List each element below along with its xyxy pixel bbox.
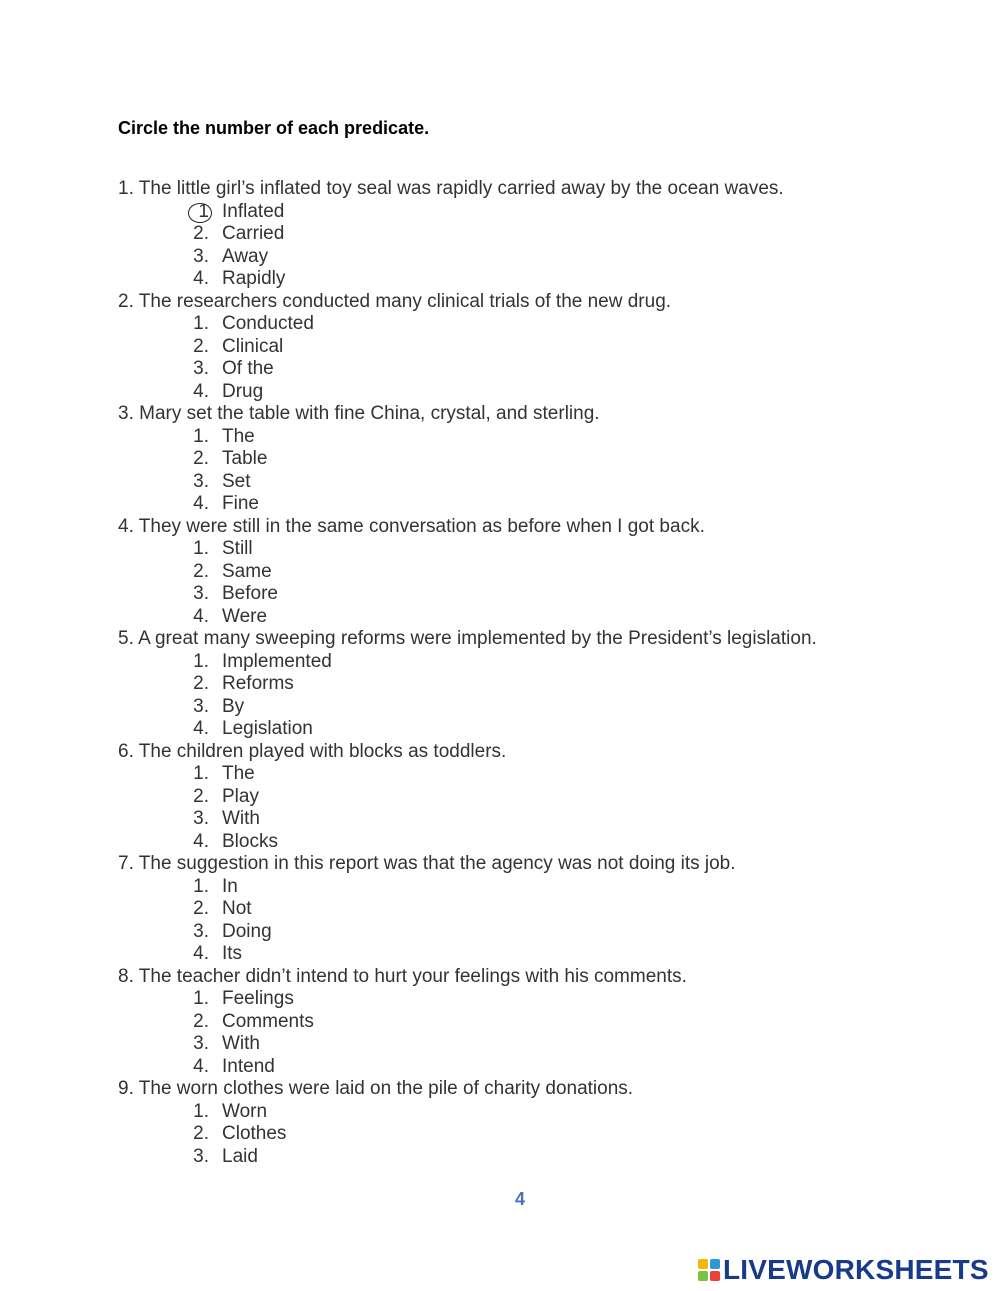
option-label: With: [222, 1033, 260, 1054]
question-text: 6. The children played with blocks as toddlers.: [118, 740, 507, 762]
answer-option[interactable]: [118, 358, 978, 381]
option-number: 2.: [193, 560, 209, 582]
answer-option[interactable]: [118, 471, 978, 494]
answer-option[interactable]: [118, 718, 978, 741]
question-text: 8. The teacher didn’t intend to hurt your feelings with his comments.: [118, 965, 687, 987]
option-number: 3.: [193, 695, 209, 717]
option-label: Away: [222, 245, 269, 267]
answer-option[interactable]: [118, 246, 978, 269]
option-label: Legislation: [222, 718, 313, 739]
option-label: Reforms: [222, 673, 294, 694]
answer-option[interactable]: [118, 696, 978, 719]
option-label: Rapidly: [222, 268, 286, 289]
option-label: Clinical: [222, 335, 284, 357]
page-title: Circle the number of each predicate.: [118, 118, 430, 138]
answer-option[interactable]: [118, 786, 978, 809]
logo-tile-icon: [698, 1259, 708, 1269]
answer-option[interactable]: [118, 313, 978, 336]
option-number: 1.: [193, 425, 209, 447]
option-number: 4.: [193, 830, 209, 852]
option-number: 3.: [193, 1145, 209, 1167]
answer-option-list: [118, 876, 978, 966]
option-label: Same: [222, 560, 272, 582]
option-label: The: [222, 425, 255, 447]
option-label: Set: [222, 470, 251, 492]
option-label: Were: [222, 605, 268, 627]
option-number: 2.: [193, 785, 209, 807]
question-item: [118, 178, 978, 291]
option-number: 3.: [193, 1033, 209, 1054]
question-item: [118, 1078, 978, 1168]
answer-option[interactable]: [118, 1146, 978, 1169]
answer-option[interactable]: [118, 1011, 978, 1034]
option-number: 4.: [193, 380, 209, 402]
option-label: Conducted: [222, 313, 314, 334]
question-text: 9. The worn clothes were laid on the pile of charity donations.: [118, 1078, 634, 1099]
question-item: [118, 853, 978, 966]
logo-tile-icon: [710, 1271, 720, 1281]
answer-option[interactable]: [118, 651, 978, 674]
answer-option[interactable]: [118, 336, 978, 359]
liveworksheets-logo-icon: [698, 1259, 720, 1281]
option-number: 2.: [193, 1123, 209, 1144]
option-label: Implemented: [222, 650, 332, 672]
option-number: 3.: [193, 583, 209, 604]
option-label: Comments: [222, 1010, 314, 1032]
page-number: 4: [514, 1189, 525, 1209]
option-number: 2.: [193, 335, 209, 357]
option-label: By: [222, 695, 245, 717]
question-item: [118, 403, 978, 516]
option-label: Intend: [222, 1055, 275, 1077]
option-number: 1.: [193, 1100, 209, 1122]
answer-option[interactable]: [118, 763, 978, 786]
answer-option-list: [118, 763, 978, 853]
logo-tile-icon: [698, 1271, 708, 1281]
option-label: Blocks: [222, 830, 278, 852]
option-number: 3.: [193, 358, 209, 379]
answer-option[interactable]: [118, 988, 978, 1011]
question-text: 1. The little girl’s inflated toy seal was rapidly carried away by the ocean waves.: [118, 178, 784, 199]
answer-option[interactable]: [118, 426, 978, 449]
option-number: 3.: [193, 245, 209, 267]
option-label: Carried: [222, 223, 285, 244]
answer-option[interactable]: [118, 1033, 978, 1056]
option-label: Clothes: [222, 1123, 287, 1144]
option-label: Doing: [222, 920, 272, 942]
option-number: 1.: [193, 875, 209, 897]
question-text: 7. The suggestion in this report was that the agency was not doing its job.: [118, 853, 736, 874]
option-label: With: [222, 808, 260, 829]
question-item: [118, 741, 978, 854]
option-number: 2.: [193, 673, 209, 694]
answer-option[interactable]: [118, 223, 978, 246]
brand-footer[interactable]: [698, 1254, 989, 1286]
answer-option[interactable]: [118, 921, 978, 944]
option-number: 3.: [193, 920, 209, 942]
option-label: Of the: [222, 358, 274, 379]
option-number: 3.: [193, 808, 209, 829]
option-label: Feelings: [222, 988, 294, 1009]
option-number: 1.: [193, 650, 209, 672]
answer-option[interactable]: [118, 831, 978, 854]
option-number: 4.: [193, 1055, 209, 1077]
option-label: Drug: [222, 380, 264, 402]
option-number: 4.: [193, 493, 209, 514]
answer-option[interactable]: [118, 493, 978, 516]
answer-option-list: [118, 538, 978, 628]
answer-option-list: [118, 651, 978, 741]
option-number: 2.: [193, 898, 209, 919]
question-text: 5. A great many sweeping reforms were implemented by the President’s legislation.: [118, 628, 817, 649]
circled-option-number: 1: [118, 201, 222, 224]
answer-option[interactable]: [118, 583, 978, 606]
option-label: Worn: [222, 1100, 268, 1122]
option-number: 1.: [193, 538, 209, 559]
answer-option[interactable]: [118, 268, 978, 291]
option-label: Before: [222, 583, 278, 604]
answer-option[interactable]: [118, 538, 978, 561]
option-number: 2.: [193, 1010, 209, 1032]
question-text: 3. Mary set the table with fine China, crystal, and sterling.: [118, 403, 600, 424]
option-number: 4.: [193, 718, 209, 739]
answer-option-list: [118, 426, 978, 516]
option-label: Not: [222, 898, 252, 919]
answer-option[interactable]: [118, 808, 978, 831]
option-number: 4.: [193, 268, 209, 289]
option-label: Laid: [222, 1145, 258, 1167]
answer-option[interactable]: [118, 1123, 978, 1146]
option-number: 2.: [193, 448, 209, 469]
answer-option[interactable]: [118, 1056, 978, 1079]
option-label: Inflated: [222, 200, 285, 222]
option-number: 4.: [193, 943, 209, 964]
answer-option-list: [118, 313, 978, 403]
answer-option[interactable]: [118, 876, 978, 899]
option-number: 4.: [193, 605, 209, 627]
answer-option-list: [118, 1101, 978, 1169]
option-label: Table: [222, 448, 268, 469]
answer-option[interactable]: [118, 673, 978, 696]
answer-option[interactable]: [118, 606, 978, 629]
answer-option[interactable]: [118, 201, 978, 224]
option-label: Still: [222, 538, 253, 559]
question-text: 4. They were still in the same conversation as before when I got back.: [118, 515, 705, 537]
answer-option[interactable]: [118, 898, 978, 921]
brand-name: LIVEWORKSHEETS: [723, 1254, 989, 1285]
question-text: 2. The researchers conducted many clinical trials of the new drug.: [118, 290, 672, 312]
question-item: [118, 628, 978, 741]
answer-option-list: [118, 988, 978, 1078]
answer-option[interactable]: [118, 448, 978, 471]
option-number: 1.: [193, 763, 209, 784]
option-label: Play: [222, 785, 259, 807]
option-label: In: [222, 875, 238, 897]
answer-option[interactable]: [118, 1101, 978, 1124]
option-label: The: [222, 763, 255, 784]
option-label: Its: [222, 943, 243, 964]
option-number: 1.: [193, 988, 209, 1009]
option-number: 3.: [193, 470, 209, 492]
question-item: [118, 966, 978, 1079]
answer-option-list: [118, 201, 978, 291]
option-number: 2.: [193, 223, 209, 244]
logo-tile-icon: [710, 1259, 720, 1269]
answer-option[interactable]: [118, 381, 978, 404]
question-item: [118, 291, 978, 404]
question-item: [118, 516, 978, 629]
answer-option[interactable]: [118, 561, 978, 584]
question-list: [118, 178, 978, 1168]
option-label: Fine: [222, 493, 259, 514]
option-number: 1.: [193, 313, 209, 334]
answer-option[interactable]: [118, 943, 978, 966]
